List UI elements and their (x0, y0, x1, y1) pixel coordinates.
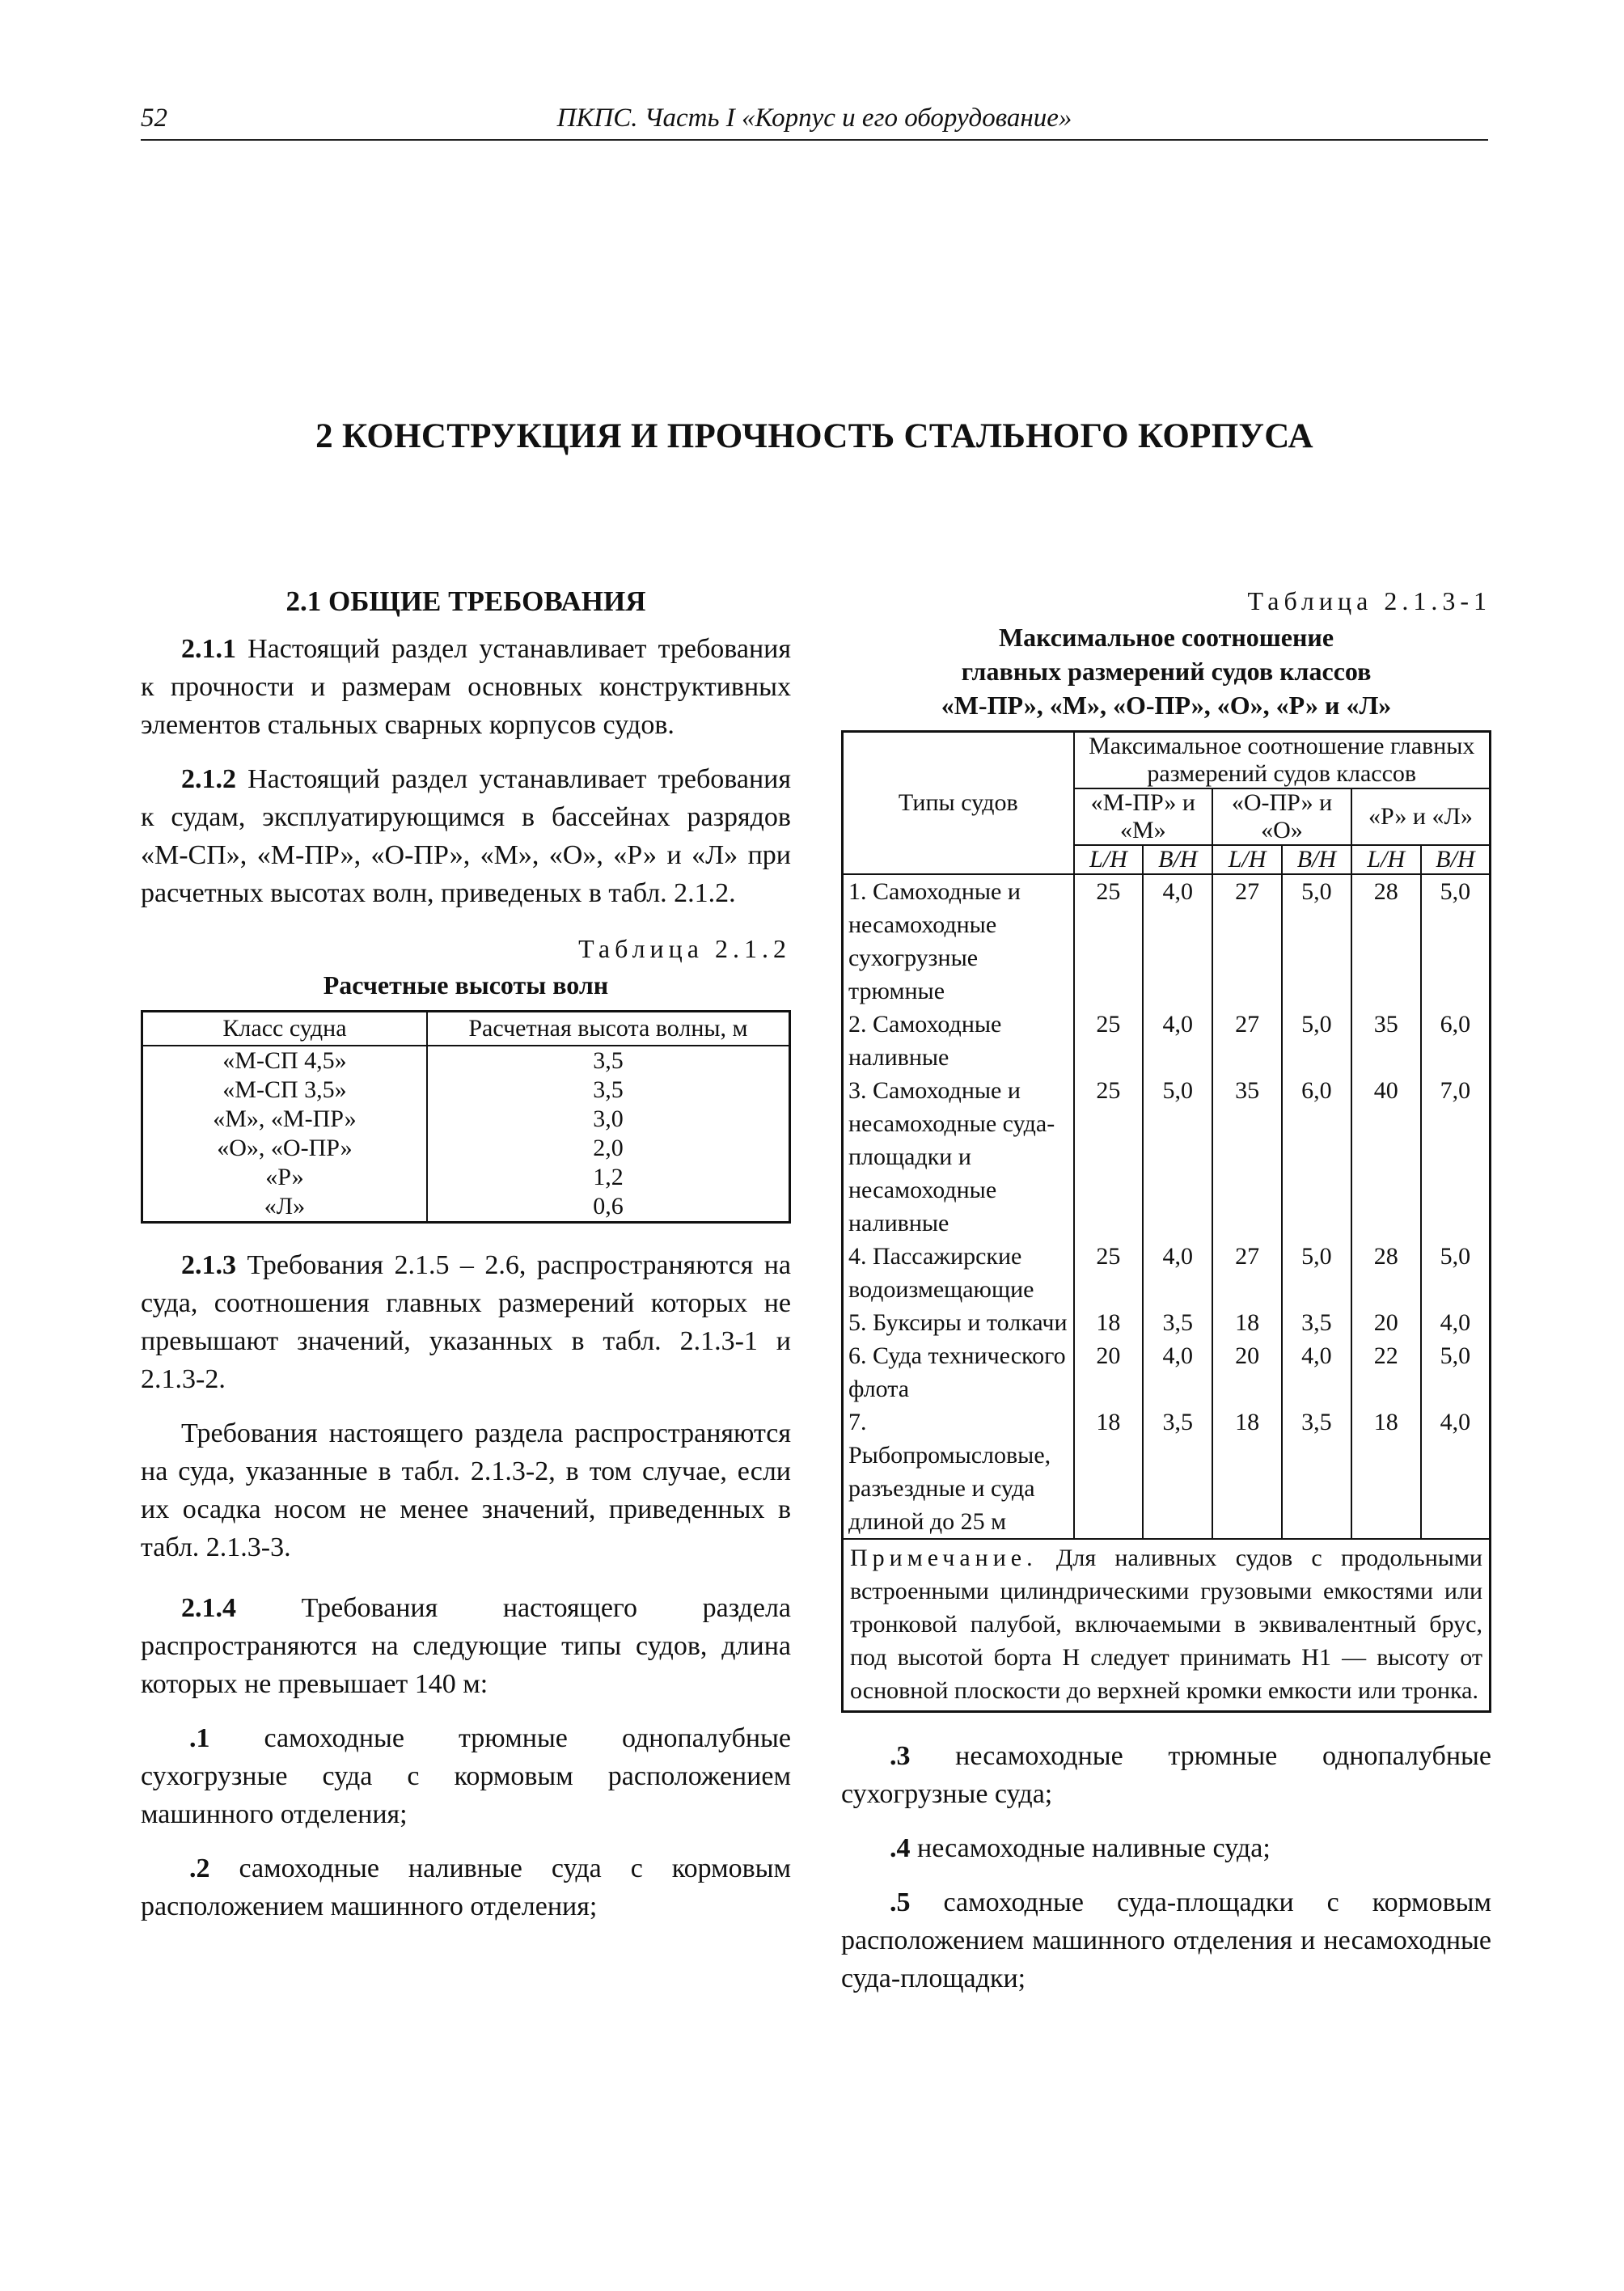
table-cell: «Р» (265, 1164, 304, 1190)
table-cell: 35 (1351, 1008, 1421, 1074)
list-item (841, 1883, 1491, 1997)
table-row (142, 1046, 790, 1076)
vessel-type: 7. Рыбопромысловые, разъездные и суда длиной до 25 м (843, 1405, 1074, 1539)
list-item (841, 1737, 1491, 1813)
table-cell: 28 (1351, 1240, 1421, 1306)
vessel-type: 4. Пассажирские водоизмещающие (843, 1240, 1074, 1306)
table-cell: 4,0 (1143, 1240, 1212, 1306)
table-row (843, 1074, 1491, 1240)
table-row (142, 1192, 790, 1223)
table-cell: 1,2 (427, 1163, 790, 1192)
item-list (841, 1737, 1491, 1997)
table-cell: 18 (1074, 1405, 1144, 1539)
table-caption: Таблица 2.1.2 (578, 934, 791, 963)
table-cell: 6,0 (1282, 1074, 1351, 1240)
ratio-header: B/H (1143, 845, 1212, 874)
list-item (141, 1849, 791, 1925)
table-cell: 0,6 (427, 1192, 790, 1223)
table-cell: 4,0 (1282, 1339, 1351, 1405)
table-title-line: «М-ПР», «М», «О-ПР», «О», «Р» и «Л» (941, 691, 1392, 720)
item-text: несамоходные наливные суда; (910, 1833, 1271, 1863)
paragraph-number: 2.1.2 (181, 764, 236, 794)
ratio-header: L/H (1074, 845, 1144, 874)
chapter-title: 2 КОНСТРУКЦИЯ И ПРОЧНОСТЬ СТАЛЬНОГО КОРПУСА (315, 417, 1313, 455)
ratio-header: L/H (1351, 845, 1421, 874)
item-number: .3 (890, 1741, 911, 1771)
table-cell: «О», «О-ПР» (217, 1135, 353, 1161)
table-cell: 25 (1074, 1074, 1144, 1240)
paragraph-text: Требования настоящего раздела распространяются на следующие типы судов, длина которых не превышает 140 м: (141, 1593, 791, 1699)
paragraph-number: 2.1.3 (181, 1250, 236, 1280)
table-cell: 5,0 (1421, 1240, 1491, 1306)
table-cell: 5,0 (1421, 874, 1491, 1008)
vessel-type: 1. Самоходные и несамоходные сухогрузные трюмные (843, 874, 1074, 1008)
page-header (141, 104, 1488, 141)
table-cell: 18 (1351, 1405, 1421, 1539)
item-text: самоходные наливные суда с кормовым расположением машинного отделения; (141, 1854, 791, 1921)
table-cell: 25 (1074, 1240, 1144, 1306)
column-header: Класс судна (142, 1012, 427, 1046)
table-row (843, 874, 1491, 1008)
table-cell: «М», «М-ПР» (213, 1105, 357, 1132)
table-cell: 3,5 (427, 1076, 790, 1105)
table-cell: «Л» (264, 1193, 306, 1219)
table-cell: 25 (1074, 1008, 1144, 1074)
vessel-type: 6. Суда технического флота (843, 1339, 1074, 1405)
table-cell: 5,0 (1282, 1240, 1351, 1306)
table-cell: 27 (1212, 874, 1282, 1008)
ratio-header: L/H (1212, 845, 1282, 874)
table-cell: 3,5 (1143, 1306, 1212, 1339)
table-cell: 27 (1212, 1008, 1282, 1074)
table-row (843, 1339, 1491, 1405)
paragraph-number: 2.1.1 (181, 634, 236, 664)
item-list (141, 1719, 791, 1925)
note-text: Для наливных судов с продольными встроенными цилиндрическими грузовыми емкостями или тронковой палубой, включаемыми в эквивалентный брус, под высотой борта H следует принимать H1 — высоту от основной плоскости до верхней кромки емкости или тронка. (850, 1545, 1482, 1704)
table-cell: 3,5 (1282, 1405, 1351, 1539)
table-cell: 3,5 (1282, 1306, 1351, 1339)
vessel-type: 3. Самоходные и несамоходные суда-площадки и несамоходные наливные (843, 1074, 1074, 1240)
class-group-header: «М-ПР» и «М» (1074, 788, 1213, 845)
column-header: Расчетная высота волны, м (427, 1012, 790, 1046)
table-title-line: Максимальное соотношение (998, 623, 1334, 652)
section-title: 2.1 ОБЩИЕ ТРЕБОВАНИЯ (285, 585, 646, 617)
class-group-header: «О-ПР» и «О» (1212, 788, 1351, 845)
vessel-type: 2. Самоходные наливные (843, 1008, 1074, 1074)
table-cell: 4,0 (1421, 1405, 1491, 1539)
class-group-header: «Р» и «Л» (1351, 788, 1491, 845)
paragraph-text: Требования 2.1.5 – 2.6, распространяются на суда, соотношения главных размерений которых не превышают значений, указанных в табл. 2.1.3-1 и 2.1.3-2. (141, 1250, 791, 1394)
table-note (843, 1539, 1491, 1712)
table-cell: 4,0 (1421, 1306, 1491, 1339)
paragraph-2-1-3 (141, 1246, 791, 1398)
table-cell: 3,5 (1143, 1405, 1212, 1539)
table-cell: 6,0 (1421, 1008, 1491, 1074)
table-row (843, 1306, 1491, 1339)
vessel-type: 5. Буксиры и толкачи (843, 1306, 1074, 1339)
dimension-ratio-table (841, 730, 1491, 1713)
table-cell: 4,0 (1143, 1008, 1212, 1074)
table-row (843, 1405, 1491, 1539)
paragraph-text: Настоящий раздел устанавливает требования к прочности и размерам основных конструктивных элементов стальных сварных корпусов судов. (141, 634, 791, 740)
table-cell: 7,0 (1421, 1074, 1491, 1240)
paragraph-2-1-1 (141, 630, 791, 744)
table-cell: 3,5 (427, 1046, 790, 1076)
table-title: Расчетные высоты волн (323, 970, 609, 1000)
table-cell: 4,0 (1143, 1339, 1212, 1405)
table-cell: 2,0 (427, 1134, 790, 1163)
paragraph-text: Настоящий раздел устанавливает требования к судам, эксплуатирующимся в бассейнах разрядов «М-СП», «М-ПР», «О-ПР», «М», «О», «Р» и «Л» при расчетных высотах волн, приведеных в табл. 2.1.2. (141, 764, 791, 908)
table-cell: 5,0 (1282, 874, 1351, 1008)
item-text: самоходные трюмные однопалубные сухогрузные суда с кормовым расположением машинного отделения; (141, 1723, 791, 1829)
table-row (843, 1240, 1491, 1306)
table-cell: 4,0 (1143, 874, 1212, 1008)
list-item (141, 1719, 791, 1833)
table-note-row (843, 1539, 1491, 1712)
item-text: несамоходные трюмные однопалубные сухогрузные суда; (841, 1741, 1491, 1809)
table-cell: 20 (1074, 1339, 1144, 1405)
left-column (141, 582, 791, 1925)
ratio-header: B/H (1421, 845, 1491, 874)
table-2-1-2-block (141, 930, 791, 1224)
table-row (142, 1076, 790, 1105)
paragraph-2-1-2 (141, 760, 791, 912)
table-cell: 18 (1074, 1306, 1144, 1339)
table-cell: 27 (1212, 1240, 1282, 1306)
table-cell: 40 (1351, 1074, 1421, 1240)
table-title-line: главных размерений судов классов (961, 657, 1372, 686)
wave-height-table (141, 1010, 791, 1224)
table-cell: 5,0 (1282, 1008, 1351, 1074)
table-cell: 22 (1351, 1339, 1421, 1405)
table-cell: 5,0 (1143, 1074, 1212, 1240)
table-row (843, 1008, 1491, 1074)
table-cell: 18 (1212, 1405, 1282, 1539)
table-cell: 35 (1212, 1074, 1282, 1240)
table-cell: 18 (1212, 1306, 1282, 1339)
paragraph-2-1-4 (141, 1589, 791, 1703)
ratio-header: B/H (1282, 845, 1351, 874)
table-cell: 3,0 (427, 1105, 790, 1134)
table-cell: «М-СП 3,5» (222, 1076, 347, 1103)
paragraph-number: 2.1.4 (181, 1593, 236, 1623)
list-item (841, 1829, 1491, 1867)
table-cell: «М-СП 4,5» (222, 1047, 347, 1074)
paragraph-2-1-3-b: Требования настоящего раздела распространяются на суда, указанные в табл. 2.1.3-2, в том случае, если их осадка носом не менее значений, приведенных в табл. 2.1.3-3. (141, 1418, 791, 1562)
table-row (142, 1134, 790, 1163)
column-header-types: Типы судов (843, 732, 1074, 875)
page-number: 52 (141, 104, 167, 133)
table-cell: 25 (1074, 874, 1144, 1008)
item-number: .1 (189, 1723, 210, 1753)
item-text: самоходные суда-площадки с кормовым расположением машинного отделения и несамоходные суда-площадки; (841, 1887, 1491, 1993)
column-header-group: Максимальное соотношение главных размерений судов классов (1074, 732, 1491, 789)
item-number: .5 (890, 1887, 911, 1917)
table-row (142, 1163, 790, 1192)
note-label: Примечание. (850, 1545, 1038, 1571)
table-caption: Таблица 2.1.3-1 (1247, 586, 1491, 615)
table-cell: 20 (1351, 1306, 1421, 1339)
item-number: .2 (189, 1854, 210, 1883)
table-cell: 28 (1351, 874, 1421, 1008)
table-row (142, 1105, 790, 1134)
right-column (841, 582, 1491, 1997)
item-number: .4 (890, 1833, 911, 1863)
running-title: ПКПС. Часть I «Корпус и его оборудование» (556, 104, 1072, 133)
table-cell: 20 (1212, 1339, 1282, 1405)
table-cell: 5,0 (1421, 1339, 1491, 1405)
